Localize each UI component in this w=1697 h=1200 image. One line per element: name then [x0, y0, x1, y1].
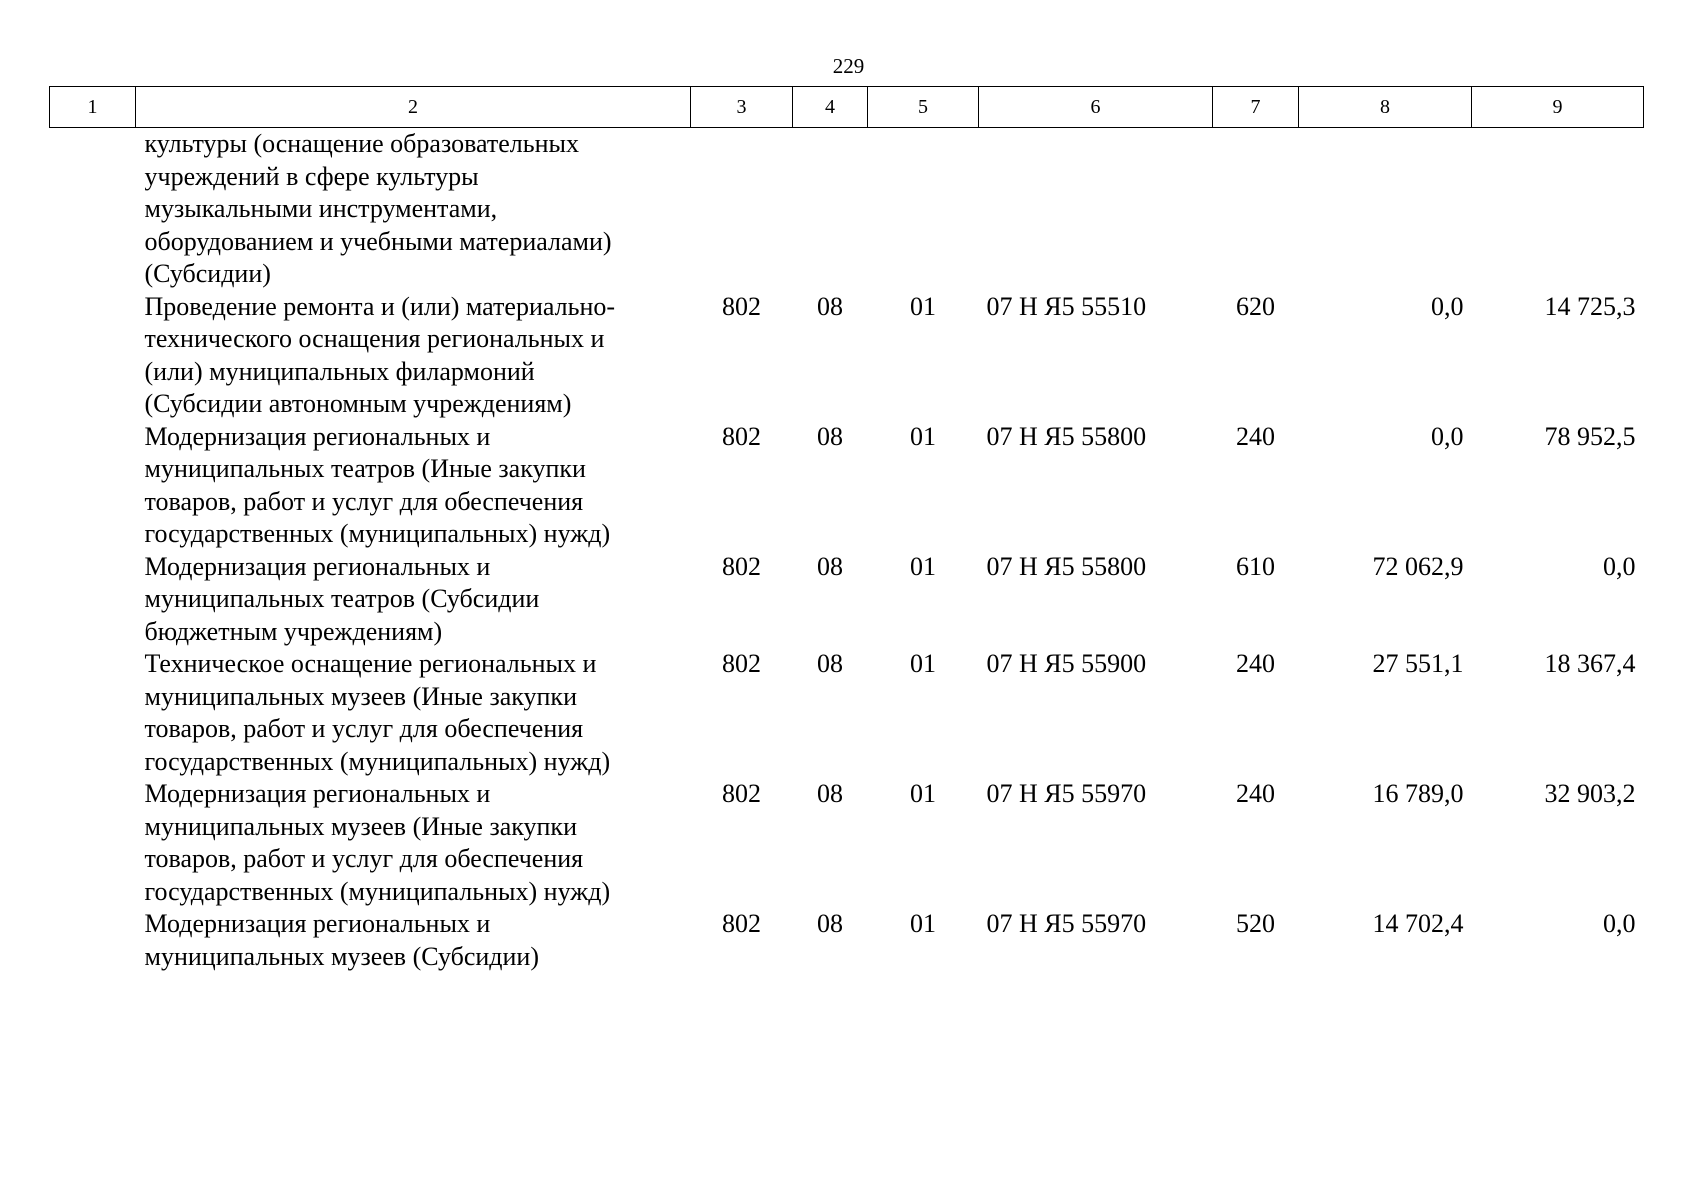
- ministry-code-cell: 802: [722, 779, 761, 808]
- target-article-cell: 07 Н Я5 55800: [986, 421, 1147, 451]
- amount-col8-cell: 0,0: [1431, 421, 1464, 451]
- section-code-cell: 08: [817, 551, 843, 581]
- table-row: [50, 551, 1644, 649]
- subsection-code-cell: 01: [910, 909, 936, 938]
- page-number: 229: [832, 54, 865, 78]
- cell-col7: [1213, 128, 1299, 291]
- amount-col9-cell: 14 725,3: [1544, 291, 1636, 321]
- expense-type-cell: 620: [1236, 291, 1275, 321]
- description-line: муниципальных театров (Иные закупки: [144, 454, 586, 483]
- cell-col1: [50, 908, 136, 973]
- subsection-code-cell: 01: [910, 291, 936, 321]
- amount-col8-cell: 14 702,4: [1372, 909, 1464, 938]
- amount-col9-cell: 32 903,2: [1544, 779, 1636, 808]
- ministry-code-cell: 802: [722, 909, 761, 938]
- cell-col5: [868, 128, 979, 291]
- description-line: музыкальными инструментами,: [144, 194, 498, 223]
- column-header: 5: [868, 87, 979, 128]
- column-header: 9: [1472, 87, 1644, 128]
- table-row-continuation: [50, 128, 1644, 291]
- description-line: товаров, работ и услуг для обеспечения: [144, 844, 584, 873]
- table-row: [50, 421, 1644, 551]
- target-article-cell: 07 Н Я5 55970: [986, 779, 1147, 808]
- description-line: культуры (оснащение образовательных: [144, 129, 579, 158]
- cell-col8: [1299, 128, 1472, 291]
- description-line: Модернизация региональных и: [144, 551, 491, 581]
- cell-col1: [50, 291, 136, 421]
- description-line: государственных (муниципальных) нужд): [144, 519, 611, 548]
- cell-col1: [50, 778, 136, 908]
- description-line: (Субсидии): [144, 259, 271, 288]
- amount-col8-cell: 0,0: [1431, 291, 1464, 321]
- budget-table: [49, 86, 1644, 973]
- description-line: муниципальных музеев (Иные закупки: [144, 811, 577, 841]
- description-cell: [136, 291, 691, 421]
- description-cell: [136, 551, 691, 649]
- description-line: (или) муниципальных филармоний: [144, 356, 535, 386]
- description-line: (Субсидии автономным учреждениям): [144, 389, 572, 418]
- description-line: технического оснащения региональных и: [144, 324, 605, 353]
- ministry-code-cell: 802: [722, 551, 761, 581]
- expense-type-cell: 610: [1236, 551, 1275, 581]
- cell-col1: [50, 551, 136, 649]
- column-header: 3: [691, 87, 793, 128]
- cell-col3: [691, 128, 793, 291]
- section-code-cell: 08: [817, 649, 843, 678]
- expense-type-cell: 240: [1236, 779, 1275, 808]
- amount-col8-cell: 27 551,1: [1372, 649, 1464, 678]
- description-cell: [136, 421, 691, 551]
- expense-type-cell: 240: [1236, 421, 1275, 451]
- description-line: муниципальных театров (Субсидии: [144, 584, 540, 613]
- description-line: Модернизация региональных и: [144, 909, 491, 938]
- column-header: 1: [50, 87, 136, 128]
- amount-col8-cell: 16 789,0: [1372, 779, 1464, 808]
- description-line: Модернизация региональных и: [144, 421, 491, 451]
- ministry-code-cell: 802: [722, 421, 761, 451]
- expense-type-cell: 240: [1236, 649, 1275, 678]
- table-row: [50, 291, 1644, 421]
- description-line: товаров, работ и услуг для обеспечения: [144, 486, 584, 516]
- description-cell: [136, 778, 691, 908]
- description-line: Проведение ремонта и (или) материально-: [144, 291, 616, 321]
- section-code-cell: 08: [817, 421, 843, 451]
- subsection-code-cell: 01: [910, 649, 936, 678]
- column-header-row: [50, 87, 1644, 128]
- target-article-cell: 07 Н Я5 55510: [986, 291, 1147, 321]
- expense-type-cell: 520: [1236, 909, 1275, 938]
- cell-col1: [50, 421, 136, 551]
- column-header: 8: [1299, 87, 1472, 128]
- section-code-cell: 08: [817, 909, 843, 938]
- description-line: бюджетным учреждениям): [144, 616, 443, 646]
- column-header: 4: [793, 87, 868, 128]
- amount-col9-cell: 18 367,4: [1544, 649, 1636, 678]
- cell-col1: [50, 648, 136, 778]
- table-row: [50, 648, 1644, 778]
- subsection-code-cell: 01: [910, 421, 936, 451]
- column-header: 2: [136, 87, 691, 128]
- description-cell: [136, 128, 691, 291]
- subsection-code-cell: 01: [910, 779, 936, 808]
- target-article-cell: 07 Н Я5 55970: [986, 909, 1147, 938]
- cell-col6: [979, 128, 1213, 291]
- description-line: Техническое оснащение региональных и: [144, 649, 597, 678]
- cell-col9: [1472, 128, 1644, 291]
- description-line: учреждений в сфере культуры: [144, 161, 479, 191]
- description-line: муниципальных музеев (Субсидии): [144, 941, 539, 971]
- description-line: оборудованием и учебными материалами): [144, 226, 612, 256]
- description-line: государственных (муниципальных) нужд): [144, 876, 611, 906]
- amount-col9-cell: 0,0: [1603, 909, 1636, 938]
- section-code-cell: 08: [817, 779, 843, 808]
- description-cell: [136, 648, 691, 778]
- description-line: государственных (муниципальных) нужд): [144, 746, 611, 776]
- amount-col8-cell: 72 062,9: [1372, 551, 1464, 581]
- cell-col4: [793, 128, 868, 291]
- description-line: Модернизация региональных и: [144, 779, 491, 808]
- ministry-code-cell: 802: [722, 649, 761, 678]
- section-code-cell: 08: [817, 291, 843, 321]
- target-article-cell: 07 Н Я5 55800: [986, 551, 1147, 581]
- column-header: 7: [1213, 87, 1299, 128]
- column-header: 6: [979, 87, 1213, 128]
- subsection-code-cell: 01: [910, 551, 936, 581]
- table-row: [50, 778, 1644, 908]
- description-line: товаров, работ и услуг для обеспечения: [144, 714, 584, 743]
- table-row: [50, 908, 1644, 973]
- amount-col9-cell: 0,0: [1603, 551, 1636, 581]
- cell-col1: [50, 128, 136, 291]
- description-cell: [136, 908, 691, 973]
- description-line: муниципальных музеев (Иные закупки: [144, 681, 577, 711]
- target-article-cell: 07 Н Я5 55900: [986, 649, 1147, 678]
- amount-col9-cell: 78 952,5: [1544, 421, 1636, 451]
- ministry-code-cell: 802: [722, 291, 761, 321]
